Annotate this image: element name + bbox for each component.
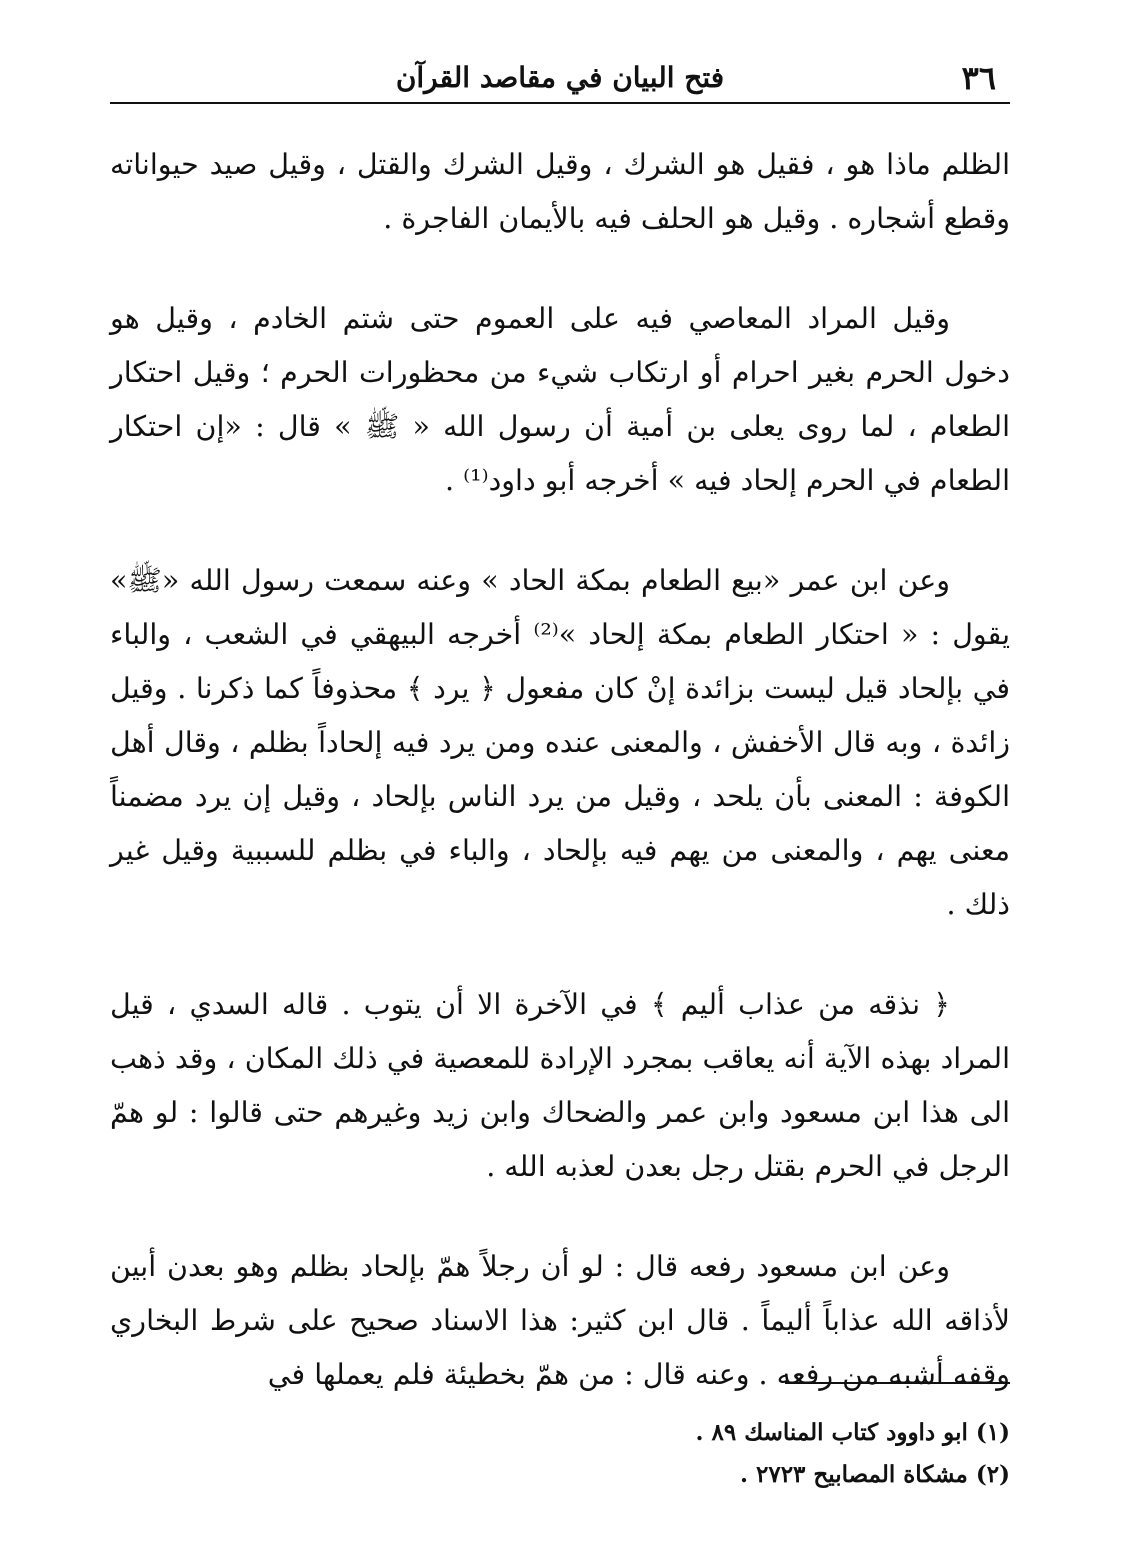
footnote-2: (٢) مشكاة المصابيح ٢٧٢٣ . <box>739 1461 1010 1488</box>
paragraph-4: ﴿ نذقه من عذاب أليم ﴾ في الآخرة الا أن يتوب . قاله السدي ، قيل المراد بهذه الآية أنه يعاقب بمجرد الإرادة للمعصية في ذلك المكان ، وقد ذهب الى هذا ابن مسعود وابن عمر والضحاك وابن زيد وغيرهم حتى قالوا : لو همّ الرجل في الحرم بقتل رجل بعدن لعذبه الله . <box>110 988 1010 1183</box>
paragraph-5: وعن ابن مسعود رفعه قال : لو أن رجلاً همّ بإلحاد بظلم وهو بعدن أبين لأذاقه الله عذاباً أليماً . قال ابن كثير: هذا الاسناد صحيح على شرط البخاري وقفه أشبه من رفعه . وعنه قال : من همّ بخطيئة فلم يعملها في <box>110 1250 1010 1391</box>
paragraph-2: وقيل المراد المعاصي فيه على العموم حتى شتم الخادم ، وقيل هو دخول الحرم بغير احرام أو ارتكاب شيء من محظورات الحرم ؛ وقيل احتكار الطعام ، لما روى يعلى بن أمية أن رسول الله « ﷺ » قال : «إن احتكار الطعام في الحرم إلحاد فيه » أخرجه أبو داود⁽¹⁾ . <box>110 302 1010 497</box>
book-title: فتح البيان في مقاصد القرآن <box>395 61 725 94</box>
header-rule <box>110 102 1010 104</box>
body-text <box>110 138 1010 1402</box>
page-number: ٣٦ <box>961 59 996 97</box>
paragraph-3: وعن ابن عمر «بيع الطعام بمكة الحاد » وعنه سمعت رسول الله «ﷺ» يقول : « احتكار الطعام بمكة إلحاد »⁽²⁾ أخرجه البيهقي في الشعب ، والباء في بإلحاد قيل ليست بزائدة إنْ كان مفعول ﴿ يرد ﴾ محذوفاً كما ذكرنا . وقيل زائدة ، وبه قال الأخفش ، والمعنى عنده ومن يرد فيه إلحاداً بظلم ، وقال أهل الكوفة : المعنى بأن يلحد ، وقيل من يرد الناس بإلحاد ، وقيل إن يرد مضمناً معنى يهم ، والمعنى من يهم فيه بإلحاد ، والباء في بظلم للسببية وقيل غير ذلك . <box>110 564 1011 921</box>
footnote-rule <box>785 1382 1010 1384</box>
page-header <box>110 52 1010 104</box>
footnotes <box>110 1412 1010 1496</box>
paragraph-1: الظلم ماذا هو ، فقيل هو الشرك ، وقيل الشرك والقتل ، وقيل صيد حيواناته وقطع أشجاره . وقيل هو الحلف فيه بالأيمان الفاجرة . <box>110 148 1010 235</box>
footnote-1: (١) ابو داوود كتاب المناسك ٨٩ . <box>695 1419 1010 1446</box>
